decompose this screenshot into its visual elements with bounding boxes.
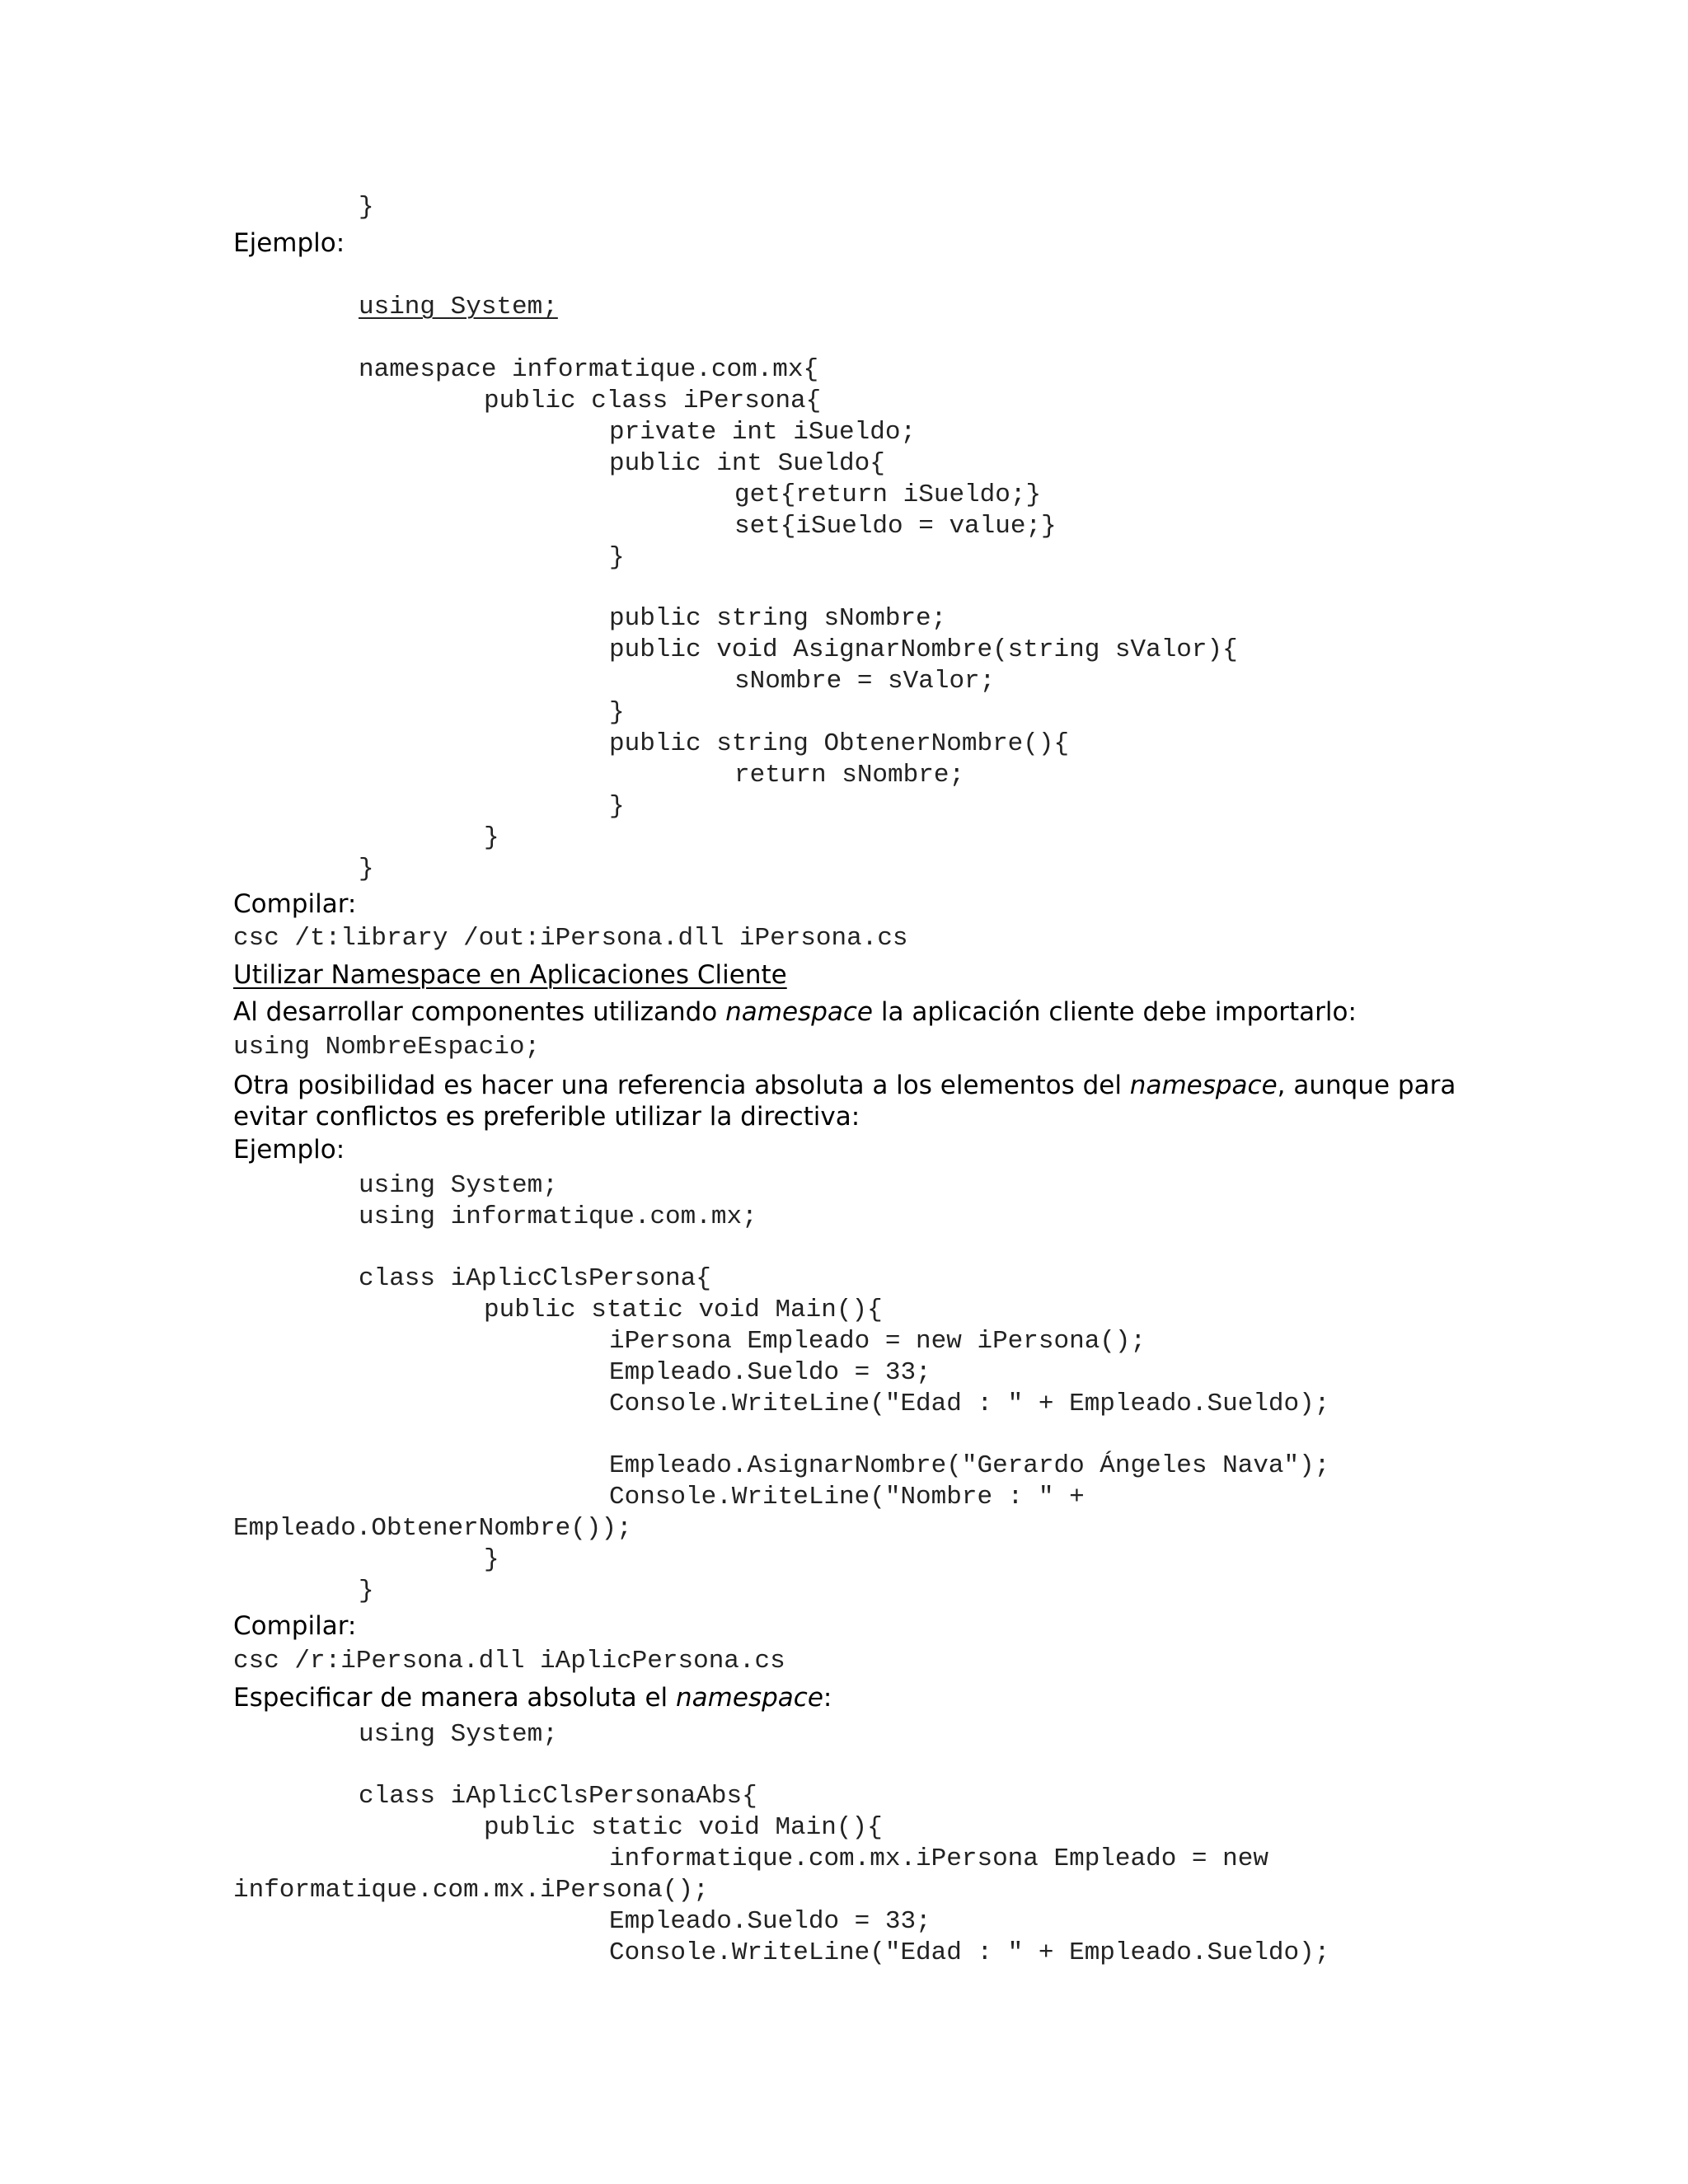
code-using-underlined: using System;	[359, 293, 558, 321]
code-line: Console.WriteLine("Nombre : " +	[609, 1483, 1085, 1511]
code-line: Empleado.AsignarNombre("Gerardo Ángeles Nava");	[609, 1451, 1330, 1480]
code-line: using System;	[359, 1171, 558, 1200]
code-line: public static void Main(){	[484, 1813, 883, 1842]
code-line: informatique.com.mx.iPersona();	[233, 1876, 709, 1905]
code-line: }	[609, 543, 625, 572]
code-line: }	[484, 823, 499, 852]
code-line: using System;	[359, 1720, 558, 1749]
code-line: set{iSueldo = value;}	[734, 512, 1057, 541]
code-line: namespace informatique.com.mx{	[359, 355, 819, 384]
absolute-namespace-label: Especificar de manera absoluta el namespace:	[233, 1683, 832, 1713]
paragraph-absolute-line1: Otra posibilidad es hacer una referencia absoluta a los elementos del namespace, aunque para	[233, 1071, 1456, 1100]
code-line: Empleado.Sueldo = 33;	[609, 1907, 931, 1936]
code-line: Empleado.Sueldo = 33;	[609, 1358, 931, 1387]
code-line: get{return iSueldo;}	[734, 480, 1042, 509]
code-line: sNombre = sValor;	[734, 667, 996, 696]
code-line: Empleado.ObtenerNombre());	[233, 1514, 632, 1543]
code-close-brace: }	[359, 193, 374, 222]
namespace-term: namespace	[676, 1683, 823, 1713]
code-line: return sNombre;	[734, 761, 965, 790]
code-line: Console.WriteLine("Edad : " + Empleado.Sueldo);	[609, 1390, 1330, 1418]
section-heading: Utilizar Namespace en Aplicaciones Cliente	[233, 960, 787, 990]
code-line: }	[484, 1545, 499, 1574]
compile-label: Compilar:	[233, 1611, 357, 1641]
namespace-term: namespace	[1129, 1071, 1278, 1100]
compile-label: Compilar:	[233, 889, 357, 919]
code-line: public string sNombre;	[609, 604, 947, 633]
code-line: }	[359, 855, 374, 883]
code-line: using informatique.com.mx;	[359, 1202, 757, 1231]
code-line: public void AsignarNombre(string sValor){	[609, 635, 1238, 664]
code-line: public string ObtenerNombre(){	[609, 729, 1070, 758]
example-label: Ejemplo:	[233, 1135, 345, 1165]
code-line: private int iSueldo;	[609, 418, 917, 447]
code-line: public int Sueldo{	[609, 449, 885, 478]
code-line: class iAplicClsPersonaAbs{	[359, 1782, 757, 1811]
code-line: class iAplicClsPersona{	[359, 1264, 711, 1293]
code-using-nombreespacio: using NombreEspacio;	[233, 1033, 541, 1062]
compile-command: csc /r:iPersona.dll iAplicPersona.cs	[233, 1647, 785, 1675]
code-line: public class iPersona{	[484, 387, 822, 415]
code-line: Console.WriteLine("Edad : " + Empleado.Sueldo);	[609, 1938, 1330, 1967]
code-line: public static void Main(){	[484, 1296, 883, 1324]
paragraph-import: Al desarrollar componentes utilizando namespace la aplicación cliente debe importarlo:	[233, 997, 1357, 1027]
code-line: }	[609, 792, 625, 821]
code-line: }	[359, 1577, 374, 1605]
code-line: informatique.com.mx.iPersona Empleado = new	[609, 1844, 1268, 1873]
namespace-term: namespace	[725, 997, 873, 1027]
paragraph-absolute-line2: evitar conflictos es preferible utilizar la directiva:	[233, 1102, 860, 1132]
example-label: Ejemplo:	[233, 228, 345, 258]
code-line: }	[609, 698, 625, 727]
compile-command: csc /t:library /out:iPersona.dll iPersona.cs	[233, 924, 908, 953]
code-line: iPersona Empleado = new iPersona();	[609, 1327, 1146, 1356]
